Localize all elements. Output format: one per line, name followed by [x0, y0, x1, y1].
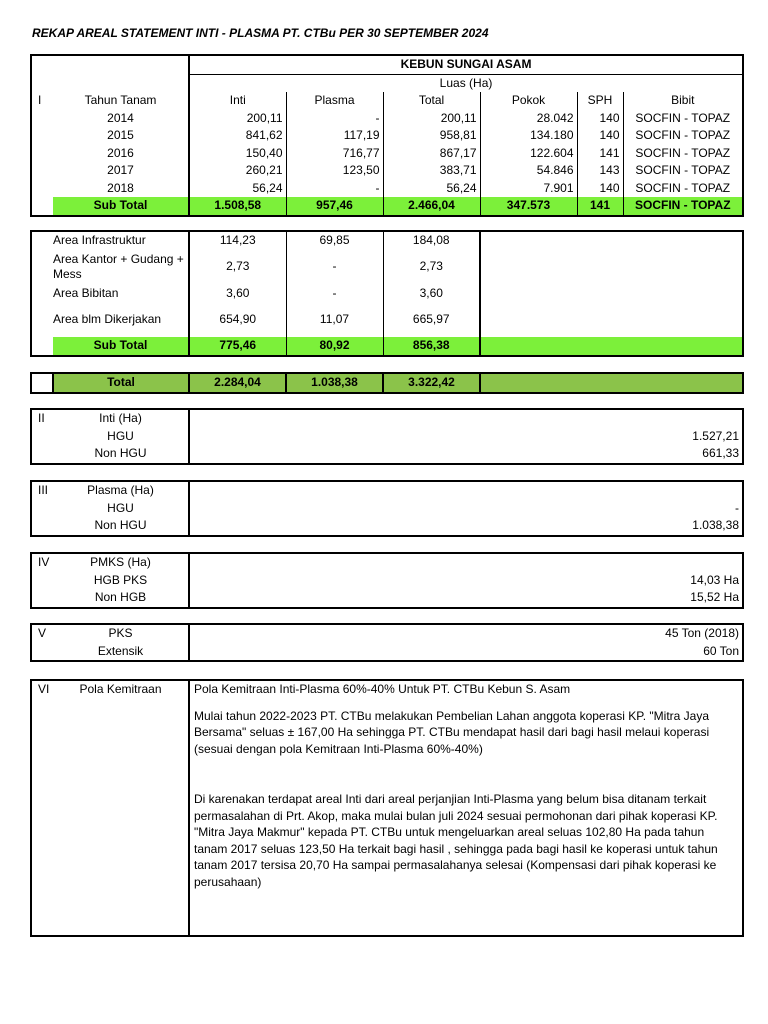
section-number: IV — [38, 555, 50, 569]
inti-table — [30, 408, 744, 465]
row-value: 1.527,21 — [692, 428, 739, 443]
area-inti: 3,60 — [189, 285, 286, 303]
area-inti: 654,90 — [189, 302, 286, 337]
section-label: PKS — [53, 624, 189, 643]
table-row — [31, 145, 743, 163]
cell-plasma: 123,50 — [286, 162, 383, 180]
section-number: II — [38, 411, 45, 425]
cell-bibit: SOCFIN - TOPAZ — [635, 163, 731, 177]
cell-total: 867,17 — [383, 145, 480, 163]
total-inti: 2.284,04 — [189, 373, 286, 393]
header-inti: Inti — [189, 92, 286, 110]
subtotal-plasma: 957,46 — [286, 197, 383, 216]
cell-inti: 841,62 — [189, 127, 286, 145]
section-label: Inti (Ha) — [53, 409, 189, 428]
table-row — [31, 250, 743, 285]
cell-year: 2014 — [53, 110, 189, 128]
row-label: Non HGU — [53, 445, 189, 464]
cell-plasma: 117,19 — [286, 127, 383, 145]
pmks-table — [30, 552, 744, 609]
cell-total: 958,81 — [383, 127, 480, 145]
total-total: 3.322,42 — [383, 373, 480, 393]
pks-table — [30, 623, 744, 662]
table-row — [31, 127, 743, 145]
area-total: 2,73 — [383, 250, 480, 285]
section-number: V — [38, 626, 47, 640]
cell-pokok: 7.901 — [480, 180, 577, 198]
row-label: HGU — [53, 500, 189, 518]
subtotal-label: Sub Total — [53, 337, 189, 356]
subtotal-row — [31, 197, 743, 216]
cell-inti: 200,11 — [189, 110, 286, 128]
cell-inti: 260,21 — [189, 162, 286, 180]
table-row — [31, 589, 743, 608]
row-value: - — [735, 500, 739, 515]
area-inti: 2,73 — [189, 250, 286, 285]
area-label: Area Kantor + Gudang + Mess — [53, 250, 189, 285]
row-value: 15,52 Ha — [690, 590, 739, 604]
subtotal-inti: 775,46 — [189, 337, 286, 356]
section-label: Pola Kemitraan — [53, 680, 189, 936]
subtotal-plasma: 80,92 — [286, 337, 383, 356]
cell-total: 383,71 — [383, 162, 480, 180]
area-label: Area blm Dikerjakan — [53, 302, 189, 337]
cell-year: 2016 — [53, 145, 189, 163]
header-row — [31, 92, 743, 110]
pola-paragraph-1: Mulai tahun 2022-2023 PT. CTBu melakukan Pembelian Lahan anggota koperasi KP. "Mitra Jaya Bersama" seluas ± 167,00 Ha sehingga PT. CTBu mendapat hasil dari bagi hasil melaui koperasi (sesuai dengan pola Kemitraan Inti-Plasma 60%-40%) — [194, 708, 710, 756]
area-table — [30, 230, 744, 357]
row-value: 60 Ton — [703, 643, 739, 658]
row-label: Non HGU — [53, 517, 189, 536]
subtotal-total: 856,38 — [383, 337, 480, 356]
kebun-name: KEBUN SUNGAI ASAM — [189, 55, 743, 74]
plasma-table — [30, 480, 744, 537]
area-total: 184,08 — [383, 231, 480, 250]
area-total: 665,97 — [383, 302, 480, 337]
table-row — [31, 110, 743, 128]
table-row — [31, 643, 743, 662]
area-inti: 114,23 — [189, 231, 286, 250]
cell-sph: 140 — [577, 127, 623, 145]
row-value: 661,33 — [702, 446, 739, 460]
cell-sph: 141 — [577, 145, 623, 163]
table-row — [31, 517, 743, 536]
row-label: HGU — [53, 428, 189, 446]
row-value: 45 Ton (2018) — [665, 626, 739, 640]
cell-inti: 150,40 — [189, 145, 286, 163]
area-total: 3,60 — [383, 285, 480, 303]
page-title: REKAP AREAL STATEMENT INTI - PLASMA PT. CTBu PER 30 SEPTEMBER 2024 — [32, 26, 489, 40]
pola-paragraph-2: Di karenakan terdapat areal Inti dari areal perjanjian Inti-Plasma yang belum bisa ditanam terkait permasalahan di Prt. Akop, maka mulai bulan juli 2024 sesuai permohonan dari pihak koperasi KP. "Mitra Jaya Makmur" kepada PT. CTBu untuk mengeluarkan areal seluas 102,80 Ha pada tahun tanam 2017 seluas 123,50 Ha terkait bagi hasil , sehingga pada bagi hasil ke koperasi untuk tahun tanam 2017 tersisa 20,70 Ha sampai permasalahanya selesai (Kompensasi dari pihak koperasi ke perusahaan) — [194, 792, 718, 889]
total-label: Total — [53, 373, 189, 393]
area-plasma: - — [286, 250, 383, 285]
cell-sph: 140 — [577, 110, 623, 128]
table-row — [31, 428, 743, 446]
area-label: Area Infrastruktur — [53, 231, 189, 250]
table-row — [31, 572, 743, 590]
cell-inti: 56,24 — [189, 180, 286, 198]
section-label: PMKS (Ha) — [53, 553, 189, 572]
row-value: 1.038,38 — [692, 518, 739, 532]
row-label: Extensik — [53, 643, 189, 662]
header-total: Total — [383, 92, 480, 110]
subtotal-label: Sub Total — [53, 197, 189, 216]
total-row — [31, 373, 743, 393]
cell-year: 2018 — [53, 180, 189, 198]
cell-bibit: SOCFIN - TOPAZ — [635, 110, 731, 125]
cell-total: 56,24 — [383, 180, 480, 198]
subtotal-bibit: SOCFIN - TOPAZ — [623, 197, 743, 216]
table-row — [31, 500, 743, 518]
section-number: I — [38, 93, 42, 107]
cell-bibit: SOCFIN - TOPAZ — [635, 145, 731, 160]
table-row — [31, 162, 743, 180]
area-plasma: 69,85 — [286, 231, 383, 250]
section-label: Plasma (Ha) — [53, 481, 189, 500]
cell-pokok: 28.042 — [480, 110, 577, 128]
cell-year: 2017 — [53, 162, 189, 180]
row-label: Non HGB — [53, 589, 189, 608]
cell-sph: 143 — [577, 162, 623, 180]
cell-plasma: - — [286, 110, 383, 128]
luas-label: Luas (Ha) — [439, 75, 493, 90]
table-row — [31, 624, 743, 643]
table-row — [31, 231, 743, 250]
subtotal-pokok: 347.573 — [480, 197, 577, 216]
cell-bibit: SOCFIN - TOPAZ — [635, 180, 731, 195]
subtotal-total: 2.466,04 — [383, 197, 480, 216]
table-row — [31, 180, 743, 198]
table-row — [31, 285, 743, 303]
area-plasma: 11,07 — [286, 302, 383, 337]
area-label: Area Bibitan — [53, 285, 189, 303]
cell-pokok: 134.180 — [480, 127, 577, 145]
section-number: VI — [38, 682, 50, 696]
cell-plasma: - — [286, 180, 383, 198]
pola-kemitraan-table — [30, 679, 744, 937]
subtotal-sph: 141 — [577, 197, 623, 216]
grand-total-table — [30, 372, 744, 394]
cell-year: 2015 — [53, 127, 189, 145]
section-number: III — [38, 483, 49, 497]
row-value: 14,03 Ha — [690, 572, 739, 587]
cell-bibit: SOCFIN - TOPAZ — [635, 128, 731, 142]
header-bibit: Bibit — [671, 93, 695, 107]
header-tahun-tanam: Tahun Tanam — [53, 92, 189, 110]
cell-sph: 140 — [577, 180, 623, 198]
header-pokok: Pokok — [480, 92, 577, 110]
table-row — [31, 445, 743, 464]
header-plasma: Plasma — [286, 92, 383, 110]
row-label: HGB PKS — [53, 572, 189, 590]
cell-total: 200,11 — [383, 110, 480, 128]
table-row — [31, 302, 743, 337]
area-plasma: - — [286, 285, 383, 303]
subtotal-inti: 1.508,58 — [189, 197, 286, 216]
cell-pokok: 122.604 — [480, 145, 577, 163]
cell-plasma: 716,77 — [286, 145, 383, 163]
cell-pokok: 54.846 — [480, 162, 577, 180]
total-plasma: 1.038,38 — [286, 373, 383, 393]
planting-year-table — [30, 54, 744, 217]
header-sph: SPH — [577, 92, 623, 110]
subtotal-row — [31, 337, 743, 356]
pola-heading: Pola Kemitraan Inti-Plasma 60%-40% Untuk PT. CTBu Kebun S. Asam — [194, 682, 571, 696]
